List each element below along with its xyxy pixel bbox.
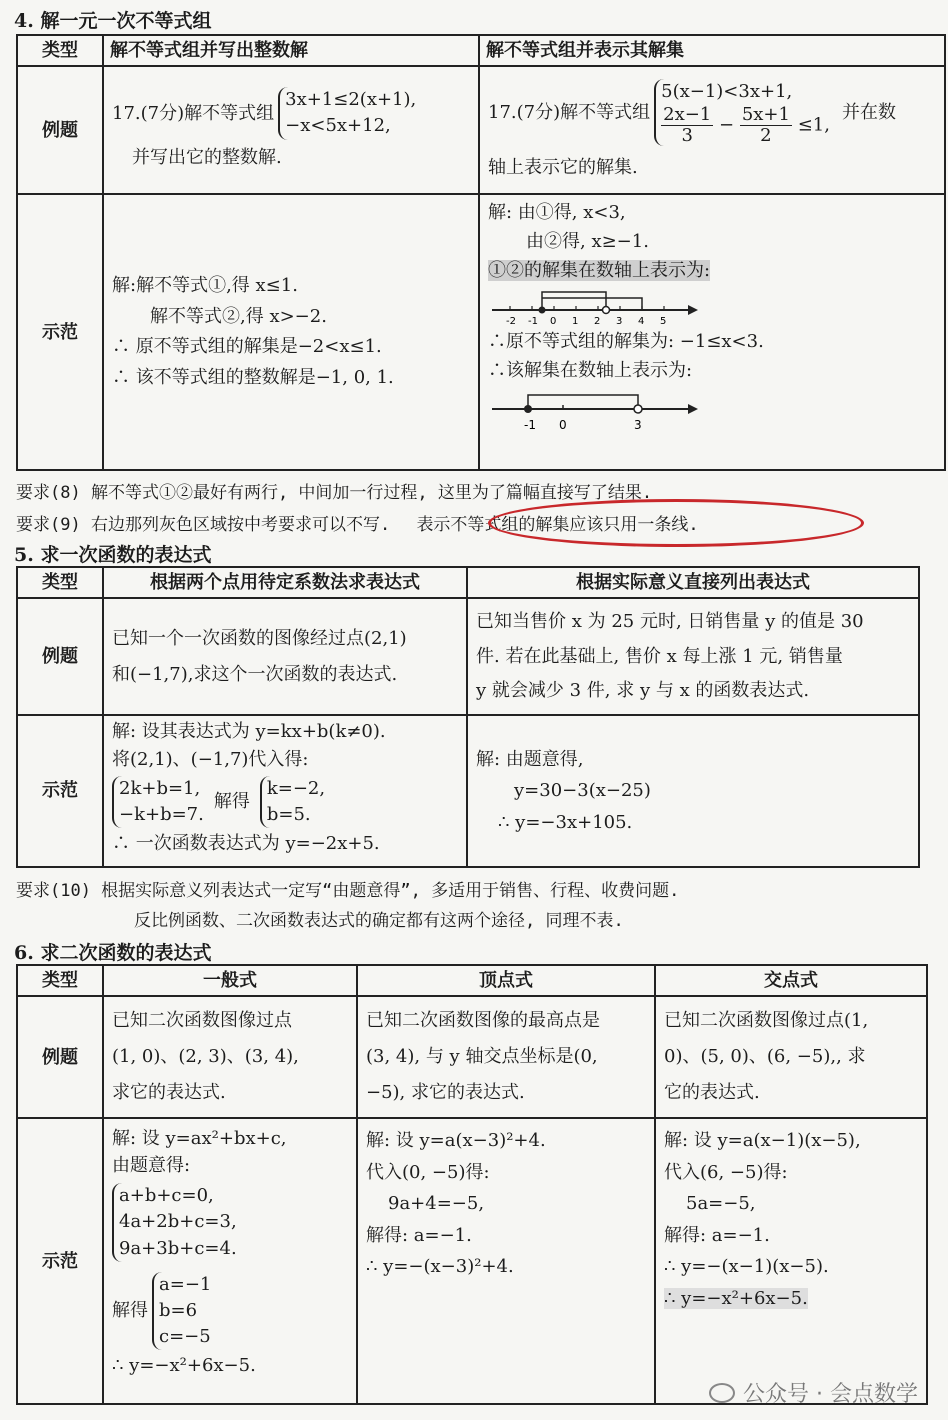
- row-label-demo: 示范: [17, 194, 103, 470]
- highlighted-line: [664, 1283, 918, 1315]
- question-line: 它的表达式.: [664, 1082, 760, 1104]
- example-right-cell: [467, 598, 919, 715]
- le-one: ≤1,: [797, 114, 830, 136]
- example-right-system: [488, 79, 936, 146]
- demo-left-cell: [103, 194, 479, 470]
- fraction: [661, 105, 713, 146]
- requirement-10-continued: 反比例函数、二次函数表达式的确定都有这两个途径, 同理不表.: [134, 911, 624, 931]
- question-line: 已知二次函数图像的最高点是: [366, 1010, 600, 1032]
- question-line: 已知一个一次函数的图像经过点(2,1): [112, 627, 407, 649]
- solution-line: 解: 设 y=ax²+bx+c,: [112, 1128, 287, 1150]
- header-undetermined-coefficients: 根据两个点用待定系数法求表达式: [103, 567, 467, 598]
- grey-highlight-line: [488, 257, 936, 286]
- row-label-example: 例题: [17, 996, 103, 1118]
- tick-label: -2: [506, 315, 516, 327]
- highlighted-text: ∴ y=−x²+6x−5.: [664, 1287, 808, 1309]
- tick-label: 2: [594, 315, 601, 327]
- equation: −k+b=7.: [119, 803, 204, 825]
- demo-vertex-cell: [357, 1118, 655, 1404]
- fraction-numerator: 5x+1: [741, 104, 790, 126]
- solution-line: ∴ 一次函数表达式为 y=−2x+5.: [112, 832, 380, 854]
- equation: b=5.: [266, 803, 311, 825]
- inequality-2: −x<5x+12,: [285, 115, 391, 137]
- wechat-logo-icon: [709, 1383, 735, 1403]
- fraction-numerator: 2x−1: [663, 104, 712, 126]
- demo-right-cell: [467, 715, 919, 867]
- inequality-1: 5(x−1)<3x+1,: [661, 81, 793, 103]
- equation-systems: [112, 776, 458, 828]
- section-4-table: [16, 34, 946, 471]
- solved-label: 解得: [213, 790, 250, 812]
- demo-left-cell: [103, 715, 467, 867]
- header-type: 类型: [17, 567, 103, 598]
- tick-label: 3: [616, 315, 623, 327]
- equation: 9a+3b+c=4.: [119, 1237, 237, 1259]
- solved-system: [112, 1272, 348, 1350]
- tick-label: 4: [638, 315, 645, 327]
- open-dot: [634, 405, 642, 413]
- example-right-prefix: 17.(7分)解不等式组: [488, 101, 651, 123]
- example-right-cell: [479, 66, 945, 194]
- question-line: 0)、(5, 0)、(6, −5),, 求: [664, 1046, 866, 1068]
- solution-line: ∴ y=−3x+105.: [498, 811, 633, 833]
- question-line: 已知二次函数图像过点(1,: [664, 1010, 869, 1032]
- solution-line: 解得: a=−1.: [664, 1224, 770, 1246]
- tick-label: 1: [572, 315, 579, 327]
- solution-line: ∴ y=−(x−1)(x−5).: [664, 1256, 829, 1278]
- example-general-cell: [103, 996, 357, 1118]
- tick-label: -1: [528, 315, 538, 327]
- number-line-2: [488, 389, 708, 433]
- system-brace: [260, 776, 325, 828]
- requirement-9-circled: 表示不等式组的解集应该只用一条线.: [416, 515, 699, 535]
- example-left-cell: [103, 598, 467, 715]
- solution-line: 5a=−5,: [686, 1193, 756, 1215]
- solution-line: 解: 由题意得,: [476, 748, 584, 770]
- fraction-denominator: 2: [760, 125, 772, 147]
- section-5-table: [16, 566, 920, 868]
- equation: k=−2,: [266, 777, 326, 799]
- system-brace: [152, 1272, 211, 1350]
- row-label-example: 例题: [17, 598, 103, 715]
- solution-line: 9a+4=−5,: [388, 1193, 485, 1215]
- solution-line: 解不等式②,得 x>−2.: [150, 305, 327, 327]
- header-type: 类型: [17, 965, 103, 996]
- question-line: 已知二次函数图像过点: [112, 1010, 292, 1032]
- header-vertex-form: 顶点式: [357, 965, 655, 996]
- tick-label: -1: [524, 418, 536, 433]
- tick-label: 0: [550, 315, 557, 327]
- inequality-2: [661, 105, 830, 146]
- solution-line: 解: 设 y=a(x−1)(x−5),: [664, 1130, 861, 1152]
- header-practical-meaning: 根据实际意义直接列出表达式: [467, 567, 919, 598]
- system-brace: [112, 776, 204, 828]
- number-line-1: [488, 288, 708, 328]
- tick-label: 3: [634, 418, 642, 433]
- solution-line: ∴ y=−(x−3)²+4.: [366, 1256, 514, 1278]
- question-line: 件. 若在此基础上, 售价 x 每上涨 1 元, 销售量: [476, 645, 843, 667]
- system-brace: [112, 1183, 237, 1261]
- question-line: 求它的表达式.: [112, 1082, 226, 1104]
- example-intercept-cell: [655, 996, 927, 1118]
- demo-general-cell: [103, 1118, 357, 1404]
- example-left-suffix: 并写出它的整数解.: [132, 146, 282, 168]
- row-label-example: 例题: [17, 66, 103, 194]
- section-4-title: 4. 解一元一次不等式组: [14, 10, 212, 32]
- solution-line: ∴ 原不等式组的解集是−2<x≤1.: [112, 336, 382, 358]
- equation: 2k+b=1,: [119, 777, 201, 799]
- minus-sign: −: [719, 114, 735, 136]
- fraction-denominator: 3: [681, 125, 693, 147]
- requirement-8: 要求(8) 解不等式①②最好有两行, 中间加一行过程, 这里为了篇幅直接写了结果.: [16, 483, 653, 503]
- question-line: 和(−1,7),求这个一次函数的表达式.: [112, 663, 398, 685]
- question-line: 已知当售价 x 为 25 元时, 日销售量 y 的值是 30: [476, 611, 864, 633]
- watermark: [709, 1377, 918, 1408]
- solution-line: 解: 由①得, x<3,: [488, 202, 626, 224]
- header-type: 类型: [17, 35, 103, 66]
- solution-line: ∴ 该不等式组的整数解是−1, 0, 1.: [112, 366, 394, 388]
- equation: b=6: [159, 1299, 198, 1321]
- equation: a+b+c=0,: [119, 1185, 214, 1207]
- equation: 4a+2b+c=3,: [119, 1211, 237, 1233]
- solution-line: ∴原不等式组的解集为: −1≤x<3.: [488, 330, 764, 352]
- row-label-demo: 示范: [17, 715, 103, 867]
- inequality-1: 3x+1≤2(x+1),: [285, 89, 417, 111]
- range-bracket: [528, 395, 638, 409]
- equation: a=−1: [159, 1273, 212, 1295]
- section-5-title: 5. 求一次函数的表达式: [14, 544, 212, 566]
- demo-right-cell: [479, 194, 945, 470]
- equation: c=−5: [159, 1325, 211, 1347]
- header-solution-set: 解不等式组并表示其解集: [479, 35, 945, 66]
- example-left-cell: [103, 66, 479, 194]
- fraction: [740, 105, 792, 146]
- example-vertex-cell: [357, 996, 655, 1118]
- header-intercept-form: 交点式: [655, 965, 927, 996]
- solution-line: 由②得, x≥−1.: [526, 231, 649, 253]
- section-6-title: 6. 求二次函数的表达式: [14, 942, 212, 964]
- range-bracket-1: [542, 292, 606, 310]
- solution-line: ∴该解集在数轴上表示为:: [488, 359, 693, 381]
- example-left-system: [112, 87, 470, 139]
- example-right-tail: 并在数: [841, 101, 896, 123]
- red-circle-annotation: [488, 499, 864, 547]
- question-line: (1, 0)、(2, 3)、(3, 4),: [112, 1046, 299, 1068]
- open-dot: [603, 306, 610, 313]
- closed-dot: [524, 405, 532, 413]
- tick-label: 0: [559, 418, 567, 433]
- question-line: (3, 4), 与 y 轴交点坐标是(0,: [366, 1046, 598, 1068]
- section-6-table: [16, 964, 928, 1405]
- tick-label: 5: [660, 315, 667, 327]
- solution-line: 解:解不等式①,得 x≤1.: [112, 275, 298, 297]
- demo-intercept-cell: [655, 1118, 927, 1404]
- question-line: y 就会减少 3 件, 求 y 与 x 的函数表达式.: [476, 679, 810, 701]
- watermark-text: 公众号 · 会点数学: [743, 1382, 918, 1407]
- solution-line: 解得: a=−1.: [366, 1224, 472, 1246]
- arrow-head: [688, 305, 698, 315]
- requirement-9-text: 要求(9) 右边那列灰色区域按中考要求可以不写.: [16, 515, 391, 535]
- inequality-system-brace: [278, 87, 416, 139]
- range-bracket-2: [542, 298, 642, 310]
- solution-line: 由题意得:: [112, 1155, 191, 1177]
- solution-line: 代入(0, −5)得:: [366, 1161, 490, 1183]
- arrow-head: [688, 404, 698, 414]
- closed-dot: [539, 306, 546, 313]
- solution-line: 将(2,1)、(−1,7)代入得:: [112, 748, 309, 770]
- solution-line: ∴ y=−x²+6x−5.: [112, 1354, 256, 1376]
- row-label-demo: 示范: [17, 1118, 103, 1404]
- header-general-form: 一般式: [103, 965, 357, 996]
- solution-line: y=30−3(x−25): [514, 780, 651, 802]
- solution-line: 解: 设 y=a(x−3)²+4.: [366, 1130, 546, 1152]
- solved-label: 解得: [112, 1300, 148, 1322]
- question-line: −5), 求它的表达式.: [366, 1082, 525, 1104]
- requirement-10: 要求(10) 根据实际意义列表达式一定写“由题意得”, 多适用于销售、行程、收费问题.: [16, 881, 680, 901]
- header-integer-solutions: 解不等式组并写出整数解: [103, 35, 479, 66]
- example-left-prefix: 17.(7分)解不等式组: [112, 102, 275, 124]
- inequality-system-brace: [654, 79, 830, 146]
- solution-line: 代入(6, −5)得:: [664, 1161, 788, 1183]
- example-right-line2: 轴上表示它的解集.: [488, 157, 638, 179]
- solution-line: 解: 设其表达式为 y=kx+b(k≠0).: [112, 720, 386, 742]
- highlighted-text: ①②的解集在数轴上表示为:: [488, 259, 711, 281]
